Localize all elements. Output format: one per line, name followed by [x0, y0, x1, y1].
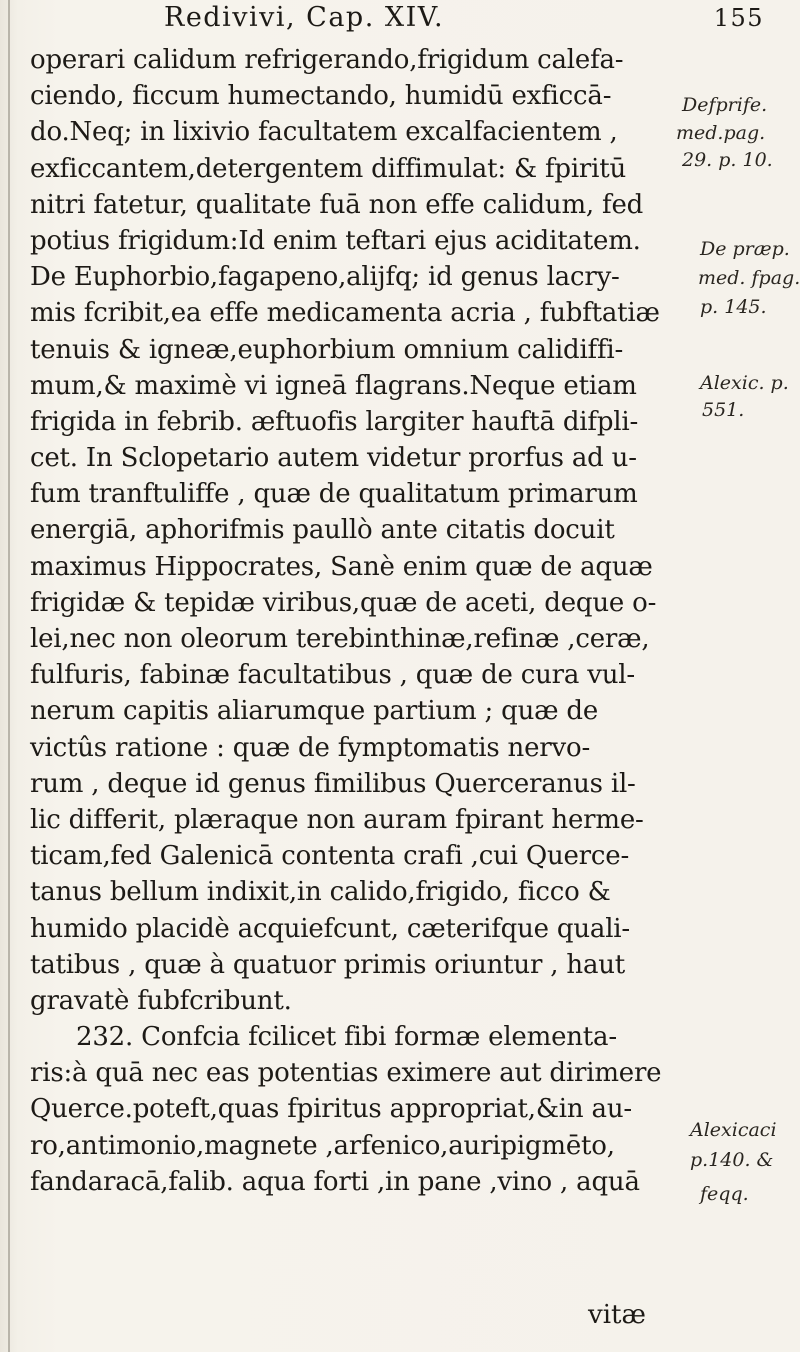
text-line: operari calidum refrigerando,frigidum calefa- — [30, 45, 624, 75]
text-line: energiā, aphorifmis paullò ante citatis docuit — [30, 515, 615, 546]
margin-note: Alexic. p. — [700, 372, 789, 394]
text-line: tanus bellum indixit,in calido,frigido, ficco & — [30, 877, 611, 908]
margin-note: p. 145. — [700, 296, 767, 318]
text-line: lic differit, plæraque non auram fpirant herme- — [30, 804, 644, 835]
text-line: Querce.poteft,quas fpiritus appropriat,&in au- — [30, 1094, 632, 1125]
text-line: frigida in febrib. æftuofis largiter hauftā difpli- — [30, 406, 639, 437]
text-line: victûs ratione : quæ de fymptomatis nervo- — [30, 732, 591, 763]
text-line: mum,& maximè vi igneā flagrans.Neque etiam — [30, 370, 637, 401]
margin-note: De præp. — [700, 238, 790, 260]
margin-note: p.140. & — [690, 1149, 774, 1171]
text-line: nerum capitis aliarumque partium ; quæ de — [30, 696, 599, 727]
running-header — [164, 2, 764, 42]
text-line: lei,nec non oleorum terebinthinæ,refinæ ,ceræ, — [30, 624, 650, 654]
text-line: De Euphorbio,fagapeno,alijfq; id genus lacry- — [30, 262, 620, 293]
text-line: nitri fatetur, qualitate fuā non effe calidum, fed — [30, 189, 644, 220]
text-line: rum , deque id genus fimilibus Querceranus il- — [30, 768, 636, 799]
page-number: 155 — [713, 4, 764, 32]
running-title: Redivivi, Cap. XIV. — [164, 2, 445, 33]
text-line: humido placidè acquiefcunt, cæterifque quali- — [30, 913, 631, 944]
margin-note: 551. — [702, 399, 745, 421]
page-gutter-line — [8, 0, 10, 1352]
margin-note: Alexicaci — [690, 1119, 777, 1141]
text-line: gravatè fubfcribunt. — [30, 985, 292, 1016]
text-line: do.Neq; in lixivio facultatem excalfacientem , — [30, 117, 618, 148]
text-line: cet. In Sclopetario autem videtur prorfus ad u- — [30, 443, 637, 474]
text-line: fandaracā,falib. aqua forti ,in pane ,vino , aquā — [30, 1166, 640, 1197]
text-line: potius frigidum:Id enim teftari ejus aciditatem. — [30, 225, 641, 256]
text-line: tenuis & igneæ,euphorbium omnium calidiffi- — [30, 334, 624, 365]
text-line: ris:à quā nec eas potentias eximere aut dirimere — [30, 1058, 662, 1089]
text-line: fulfuris, fabinæ facultatibus , quæ de cura vul- — [30, 660, 636, 691]
text-line: fum tranftuliffe , quæ de qualitatum primarum — [30, 479, 638, 510]
margin-note: feqq. — [700, 1183, 749, 1205]
paragraph-start-line: 232. Confcia fcilicet fibi formæ elementa- — [76, 1022, 617, 1053]
text-line: frigidæ & tepidæ viribus,quæ de aceti, deque o- — [30, 587, 657, 618]
margin-note: med.pag. — [676, 122, 766, 144]
main-text-column — [30, 42, 700, 1200]
text-line: mis fcribit,ea effe medicamenta acria , fubftatiæ — [30, 298, 660, 329]
text-line: exficcantem,detergentem diffimulat: & fpiritū — [30, 153, 627, 184]
text-line: maximus Hippocrates, Sanè enim quæ de aquæ — [30, 551, 653, 582]
margin-note: Defprife. — [682, 94, 768, 116]
text-line: ticam,fed Galenicā contenta crafi ,cui Querce- — [30, 841, 630, 872]
margin-note: med. fpag. — [698, 267, 800, 289]
text-line: ciendo, ficcum humectando, humidū exficcā- — [30, 81, 612, 112]
text-line: ro,antimonio,magnete ,arfenico,auripigmēto, — [30, 1130, 615, 1161]
catchword: vitæ — [588, 1300, 646, 1330]
text-line: tatibus , quæ à quatuor primis oriuntur , haut — [30, 949, 626, 980]
margin-note: 29. p. 10. — [682, 149, 773, 171]
